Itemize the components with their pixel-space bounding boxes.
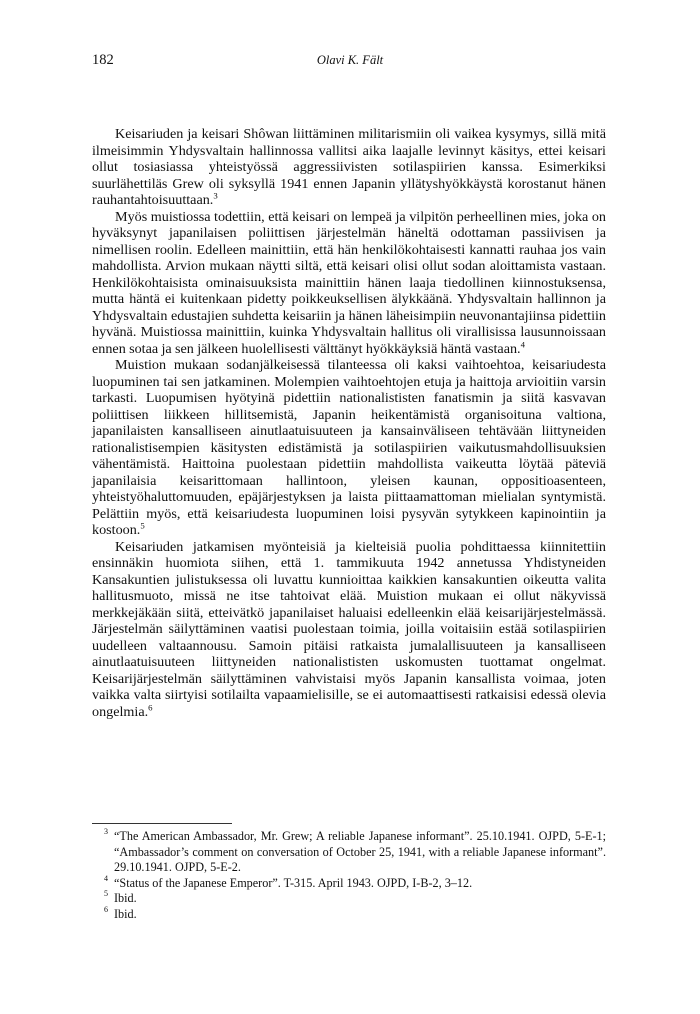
paragraph bbox=[92, 209, 606, 358]
footnote bbox=[92, 873, 606, 892]
paragraph-text: Myös muistiossa todettiin, että keisari on lempeä ja vilpitön perheellinen mies, joka on hyväksynyt japanilaisen poliittisen järjestelmän häneltä odottaman passiivisen ja nimellisen roolin. Edelleen mainittiin, että hän henkilökohtaisesti kannatti rauhaa jos vain mahdollista. Arvion mukaan näytti siltä, että keisari olisi ollut sodan aloittamista vastaan. Henkilökohtaisista ominaisuuksista mainittiin hänen laaja tiedollinen kiinnostuksensa, mutta häntä ei kuitenkaan pidetty poikkeuksellisen älykkäänä. Yhdysvaltain hallinnon ja Yhdysvaltain edustajien suhdetta keisariin ja hänen läheisimpiin neuvonantajiinsa pidettiin hyvänä. Muistiossa mainittiin, kuinka Yhdysvaltain hallitus oli virallisissa lausunnoissaan ennen sotaa ja sen jälkeen huolellisesti välttänyt hyökkäyksiä häntä vastaan. bbox=[92, 208, 606, 357]
footnote-mark: 6 bbox=[104, 904, 108, 914]
footnote bbox=[92, 829, 606, 876]
footnote-mark: 3 bbox=[104, 827, 108, 836]
body-text bbox=[92, 126, 606, 720]
footnote bbox=[92, 904, 606, 923]
paragraph bbox=[92, 357, 606, 539]
footnote-divider bbox=[92, 823, 232, 824]
running-head-author: Olavi K. Fält bbox=[316, 53, 384, 67]
paragraph bbox=[92, 539, 606, 721]
paragraph-text: Keisariuden jatkamisen myönteisiä ja kielteisiä puolia pohdittaessa kiinnitettiin ensinnäkin huomiota siihen, että 1. tammikuuta 1942 annetussa Yhdistyneiden Kansakuntien julistuksessa oli luvattu kunnioittaa kaikkien kansakuntien oikeutta valita hallitusmuoto, missä ne itse tahtoivat elää. Muistion mukaan ei ollut näkyvissä merkkejäkään siitä, etteivätkö japanilaiset haluaisi edelleenkin elää keisarijärjestelmässä. Järjestelmän säilyttäminen vaatisi puolestaan toimia, joilla voitaisiin estää sotilaspiirien uudelleen valtaannousu. Samoin pitäisi ratkaista jumalallisuuteen ja kansalliseen ainutlaatuisuuteen liittyneiden nationalististen uskomusten tuottamat ongelmat. Keisarijärjestelmän säilyttäminen vahvistaisi myös Japanin kansallista voimaa, joten vaikka valta siirtyisi sotilailta vapaamielisille, se ei automaattisesti ratkaisisi edessä olevia ongelmia. bbox=[92, 538, 606, 720]
running-header bbox=[92, 52, 608, 72]
footnote-reference[interactable]: 6 bbox=[148, 701, 153, 712]
paragraph-text: Keisariuden ja keisari Shôwan liittäminen militarismiin oli vaikea kysymys, sillä mitä ilmeisimmin Yhdysvaltain hallinnossa vallitsi aika laajalle levinnyt käsitys, ettei keisari ollut tosiasiassa yhteistyössä aggressiivisten sotilaspiirien kanssa. Esimerkiksi suurlähettiläs Grew oli syksyllä 1941 ennen Japanin yllätyshyökkäystä korostanut hänen rauhantahtoisuuttaan. bbox=[92, 126, 606, 208]
footnote-mark: 5 bbox=[104, 889, 108, 898]
footnote-reference[interactable]: 4 bbox=[520, 338, 525, 349]
footnotes bbox=[92, 829, 606, 922]
footnote bbox=[92, 891, 606, 907]
footnote-text: “Status of the Japanese Emperor”. T-315. April 1943. OJPD, I-B-2, 3–12. bbox=[114, 875, 473, 890]
footnote-text: Ibid. bbox=[114, 891, 137, 905]
footnote-text: “The American Ambassador, Mr. Grew; A reliable Japanese informant”. 25.10.1941. OJPD, 5-E-1; “Ambassador’s comment on conversation of October 25, 1941, with a reliable Japanese informant”. 29.10.1941. OJPD, 5-E-2. bbox=[114, 829, 606, 874]
paragraph-text: Muistion mukaan sodanjälkeisessä tilanteessa oli kaksi vaihtoehtoa, keisariudesta luopuminen tai sen jatkaminen. Molempien vaihtoehtojen etuja ja haittoja arvioitiin varsin tarkasti. Luopumisen hyötyinä pidettiin nationalististen fanatismin ja siitä kasvavan poliittisen liikkeen hillitsemistä, Japanin heikentämistä organisoituna valtiona, japanilaisten kansalliseen ainutlaatuisuuteen ja kansainväliseen tehtävään liittyneiden rationalistisempien käsitysten edistämistä ja sotilaspiirien vaikutusmahdollisuuksien vähentämistä. Haittoina puolestaan pidettiin mahdollista vaikeutta löytää päteviä japanilaisia keisarittomaan hallintoon, yleisen kaunan, oppositioasenteen, yhteistyöhaluttomuuden, epäjärjestyksen ja laista piittaamattoman mielialan syntymistä. Pelättiin myös, että keisariudesta luopuminen loisi pysyvän sytykkeen kapinointiin ja kostoon. bbox=[92, 357, 606, 538]
page-number: 182 bbox=[92, 52, 114, 68]
footnote-reference[interactable]: 5 bbox=[140, 520, 145, 531]
paragraph bbox=[92, 126, 606, 209]
footnote-reference[interactable]: 3 bbox=[213, 190, 218, 201]
footnote-text: Ibid. bbox=[114, 906, 137, 921]
footnote-mark: 4 bbox=[104, 873, 108, 883]
